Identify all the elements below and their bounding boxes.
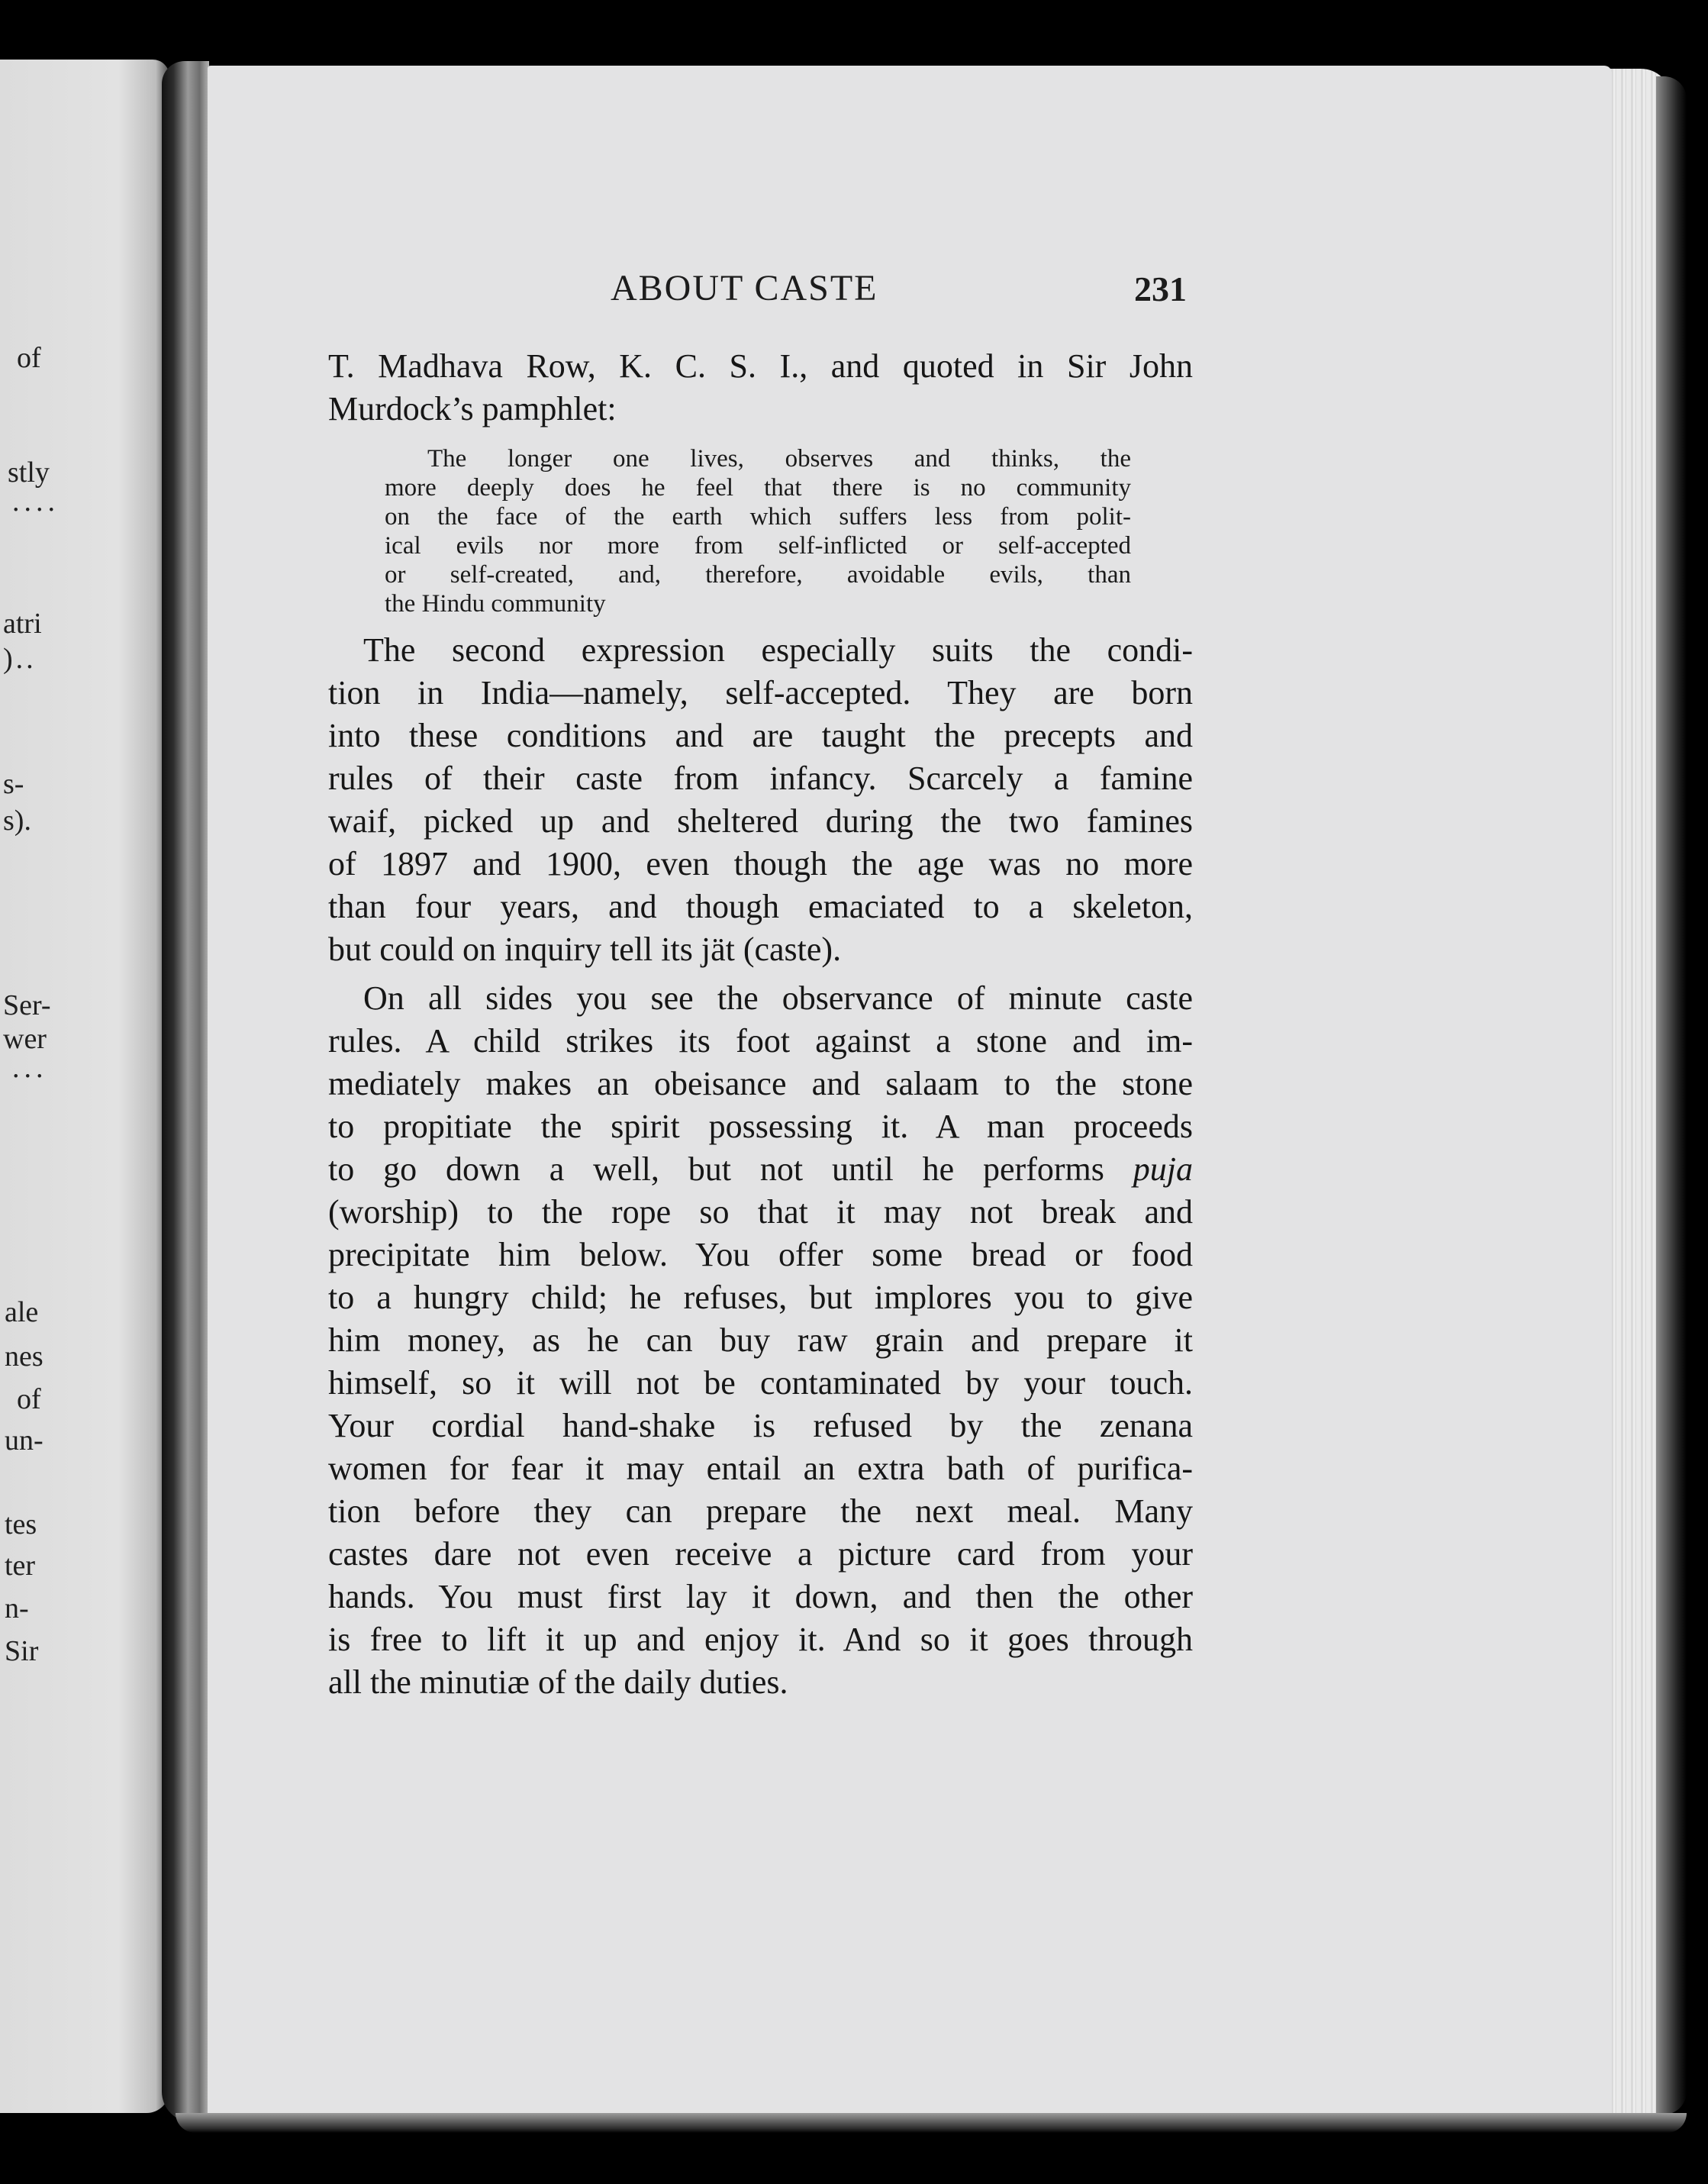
page-number: 231	[1134, 269, 1187, 308]
left-page	[0, 60, 169, 2113]
quote-line: ical evils nor more from self-inflicted or self-accepted	[385, 532, 1131, 560]
text-line: tion in India—namely, self-accepted. They are born	[328, 674, 1193, 711]
text-line: all the minutiæ of the daily duties.	[328, 1663, 788, 1701]
book-gutter	[162, 61, 209, 2122]
quote-line: on the face of the earth which suffers less from polit-	[385, 503, 1131, 531]
left-page-fragment: ...	[12, 1052, 48, 1084]
left-page-fragment: ter	[5, 1550, 36, 1582]
text-line: precipitate him below. You offer some bread or food	[328, 1236, 1193, 1273]
quote-line: The longer one lives, observes and thinks, the	[427, 445, 1131, 473]
left-page-fragment: Ser-	[3, 989, 51, 1021]
left-page-fragment: ale	[5, 1296, 39, 1328]
italic-term: puja	[1133, 1150, 1193, 1188]
running-head-title: ABOUT CASTE	[611, 268, 878, 308]
text-line-with-italic	[328, 1148, 1193, 1191]
text-line: is free to lift it up and enjoy it. And so it goes through	[328, 1621, 1193, 1658]
text-line: T. Madhava Row, K. C. S. I., and quoted in Sir John	[328, 347, 1193, 385]
text-line: than four years, and though emaciated to a skeleton,	[328, 888, 1193, 925]
text-line: tion before they can prepare the next meal. Many	[328, 1492, 1193, 1530]
text-line: hands. You must first lay it down, and then the other	[328, 1578, 1193, 1615]
text-line: to propitiate the spirit possessing it. A man proceeds	[328, 1108, 1193, 1145]
left-page-fragment: )..	[3, 643, 37, 675]
left-page-fragment: n-	[5, 1592, 29, 1624]
text-line: into these conditions and are taught the precepts and	[328, 717, 1193, 754]
text-line: mediately makes an obeisance and salaam to the stone	[328, 1065, 1193, 1102]
left-page-fragment: wer	[3, 1023, 47, 1055]
left-page-fragment: of	[17, 1383, 41, 1415]
text-line: rules of their caste from infancy. Scarcely a famine	[328, 760, 1193, 797]
text-line: On all sides you see the observance of minute caste	[363, 979, 1193, 1017]
text-line: him money, as he can buy raw grain and prepare it	[328, 1321, 1193, 1359]
text-line: castes dare not even receive a picture card from your	[328, 1535, 1193, 1573]
text-line: women for fear it may entail an extra bath of purifica-	[328, 1450, 1193, 1487]
left-page-fragment: Sir	[5, 1635, 39, 1667]
left-page-fragment: s-	[3, 768, 24, 800]
text-line: The second expression especially suits the condi-	[363, 631, 1193, 669]
page-bottom-edge	[176, 2113, 1687, 2133]
fore-edge-shadow	[1656, 76, 1687, 2115]
text-line: himself, so it will not be contaminated by your touch.	[328, 1364, 1193, 1402]
left-page-fragment: atri	[3, 608, 42, 640]
left-page-fragment: of	[17, 342, 41, 374]
text-line: rules. A child strikes its foot against a stone and im-	[328, 1022, 1193, 1060]
quote-line: more deeply does he feel that there is no community	[385, 474, 1131, 502]
quote-line: or self-created, and, therefore, avoidable evils, than	[385, 561, 1131, 589]
left-page-fragment: stly	[8, 456, 50, 489]
text-line: waif, picked up and sheltered during the two famines	[328, 802, 1193, 840]
left-page-fragment: nes	[5, 1340, 44, 1373]
left-page-fragment: un-	[5, 1424, 44, 1457]
text-line: Murdock’s pamphlet:	[328, 390, 617, 427]
quote-line: the Hindu community	[385, 590, 606, 618]
text-line: to a hungry child; he refuses, but implores you to give	[328, 1279, 1193, 1316]
text-line: of 1897 and 1900, even though the age was no more	[328, 845, 1193, 882]
left-page-fragment: tes	[5, 1508, 37, 1540]
left-page-fragment: ....	[12, 486, 60, 518]
text-line: but could on inquiry tell its jät (caste).	[328, 931, 842, 968]
text-line-prefix: to go down a well, but not until he performs	[328, 1150, 1133, 1188]
text-line: Your cordial hand-shake is refused by the zenana	[328, 1407, 1193, 1444]
text-line: (worship) to the rope so that it may not break and	[328, 1193, 1193, 1231]
left-page-fragment: s).	[3, 805, 31, 837]
